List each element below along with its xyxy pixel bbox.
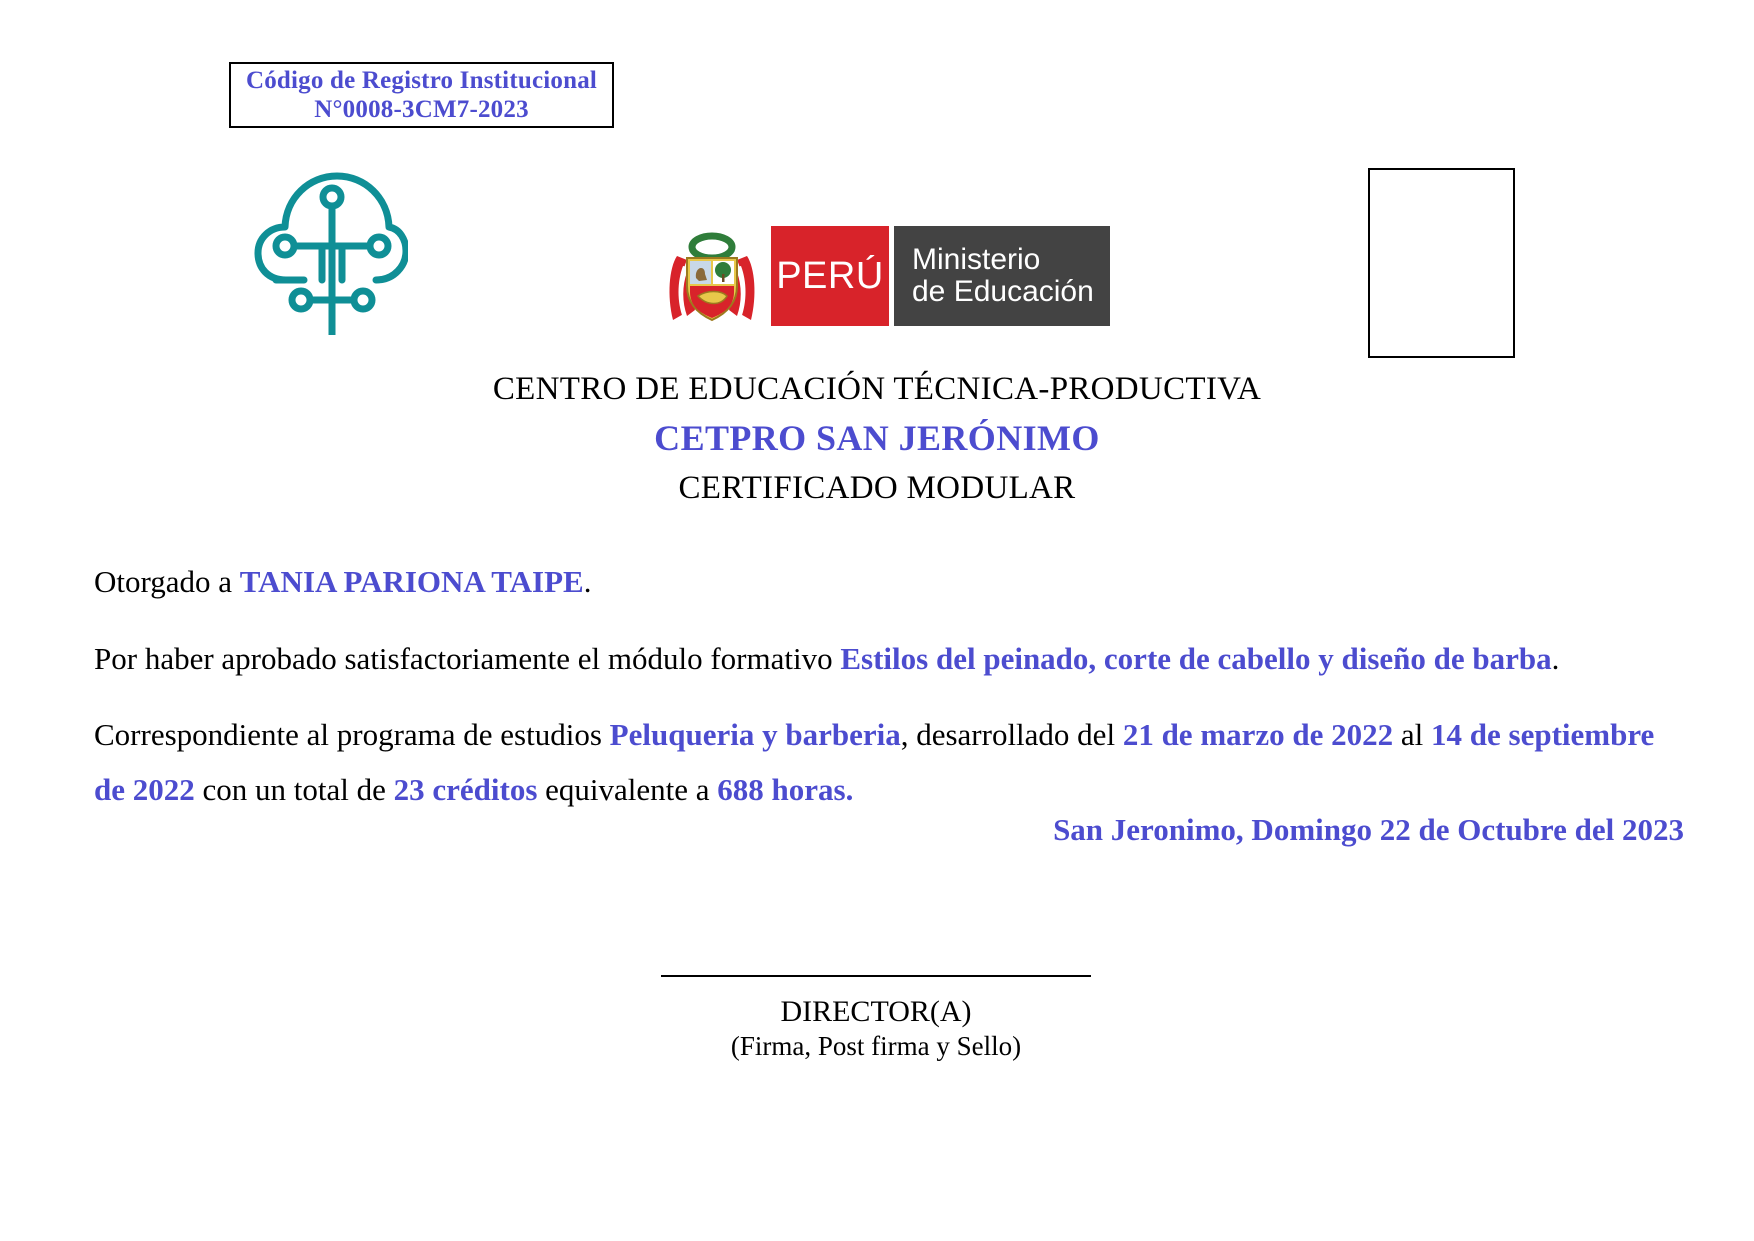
end-date: 14 de septiembre de 2022 [94, 717, 1655, 807]
paragraph-awarded-to [94, 555, 1684, 610]
minedu-peru-block: PERÚ [771, 226, 889, 326]
student-name: TANIA PARIONA TAIPE [239, 564, 584, 599]
paragraph-module [94, 632, 1684, 687]
p3-mid4: equivalente a [537, 771, 718, 807]
photo-stamp-frame [1368, 168, 1515, 358]
p2-prefix: Por haber aprobado satisfactoriamente el módulo formativo [94, 640, 841, 676]
signature-role: DIRECTOR(A) [780, 995, 972, 1028]
place-and-date: San Jeronimo, Domingo 22 de Octubre del 2023 [1053, 812, 1684, 847]
module-name: Estilos del peinado, corte de cabello y diseño de barba [840, 640, 1552, 676]
certificate-body [94, 555, 1684, 839]
p1-prefix: Otorgado a [94, 564, 240, 599]
signature-line [661, 975, 1091, 977]
registration-code-value: N°0008-3CM7-2023 [314, 96, 529, 123]
certificate-headings [0, 368, 1754, 510]
cloud-circuit-logo [248, 160, 408, 335]
hours-value: 688 horas. [717, 771, 854, 807]
institution-name-heading: CETPRO SAN JERÓNIMO [654, 417, 1100, 458]
minedu-logo [663, 226, 1110, 326]
institution-type-heading: CENTRO DE EDUCACIÓN TÉCNICA-PRODUCTIVA [492, 371, 1262, 407]
minedu-ministry-line1: Ministerio [912, 243, 1041, 277]
registration-code-box [229, 62, 614, 128]
p3-mid2: al [1393, 717, 1432, 753]
p3-mid1: , desarrollado del [900, 717, 1123, 753]
credits-value: 23 créditos [393, 771, 538, 807]
p1-suffix: . [583, 564, 592, 599]
peru-coat-of-arms-icon [663, 226, 761, 326]
signature-block [566, 975, 1186, 1064]
paragraph-program [94, 708, 1684, 817]
p3-prefix: Correspondiente al programa de estudios [94, 717, 610, 753]
registration-code-label: Código de Registro Institucional [245, 66, 598, 94]
p2-suffix: . [1551, 640, 1560, 676]
minedu-ministry-block [894, 226, 1110, 326]
p3-mid3: con un total de [194, 771, 394, 807]
signature-note: (Firma, Post firma y Sello) [730, 1031, 1022, 1062]
document-type-heading: CERTIFICADO MODULAR [678, 469, 1076, 506]
start-date: 21 de marzo de 2022 [1122, 717, 1394, 753]
minedu-ministry-line2: de Educación [912, 275, 1094, 308]
program-name: Peluqueria y barberia [609, 717, 901, 753]
